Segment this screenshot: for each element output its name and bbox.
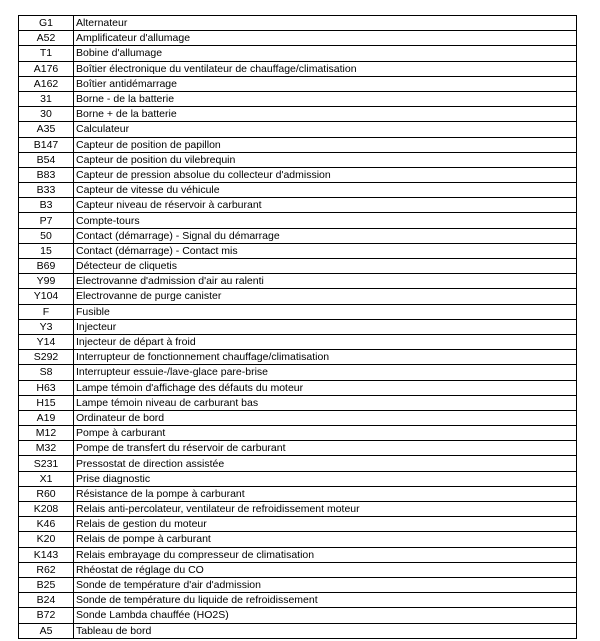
component-label: Bobine d'allumage xyxy=(74,46,577,61)
component-label: Borne + de la batterie xyxy=(74,107,577,122)
component-code: P7 xyxy=(19,213,74,228)
component-label: Relais embrayage du compresseur de climatisation xyxy=(74,547,577,562)
component-label: Alternateur xyxy=(74,16,577,31)
table-row xyxy=(19,395,577,410)
component-code: K20 xyxy=(19,532,74,547)
component-label: Borne - de la batterie xyxy=(74,91,577,106)
table-row xyxy=(19,198,577,213)
table-row xyxy=(19,46,577,61)
component-code: A35 xyxy=(19,122,74,137)
component-code: H63 xyxy=(19,380,74,395)
component-label: Prise diagnostic xyxy=(74,471,577,486)
component-code: K46 xyxy=(19,517,74,532)
component-code: T1 xyxy=(19,46,74,61)
component-code: 31 xyxy=(19,91,74,106)
table-row xyxy=(19,532,577,547)
table-row xyxy=(19,334,577,349)
component-label: Pompe de transfert du réservoir de carburant xyxy=(74,441,577,456)
table-row xyxy=(19,456,577,471)
table-row xyxy=(19,274,577,289)
table-row xyxy=(19,122,577,137)
table-row xyxy=(19,167,577,182)
table-row xyxy=(19,319,577,334)
component-label: Lampe témoin niveau de carburant bas xyxy=(74,395,577,410)
component-label: Lampe témoin d'affichage des défauts du moteur xyxy=(74,380,577,395)
component-code: H15 xyxy=(19,395,74,410)
table-row xyxy=(19,562,577,577)
component-label: Ordinateur de bord xyxy=(74,410,577,425)
table-row xyxy=(19,608,577,623)
component-label: Relais de pompe à carburant xyxy=(74,532,577,547)
component-label: Capteur niveau de réservoir à carburant xyxy=(74,198,577,213)
component-label: Interrupteur essuie-/lave-glace pare-brise xyxy=(74,365,577,380)
table-row xyxy=(19,471,577,486)
component-code: A19 xyxy=(19,410,74,425)
component-code: A162 xyxy=(19,76,74,91)
table-row xyxy=(19,502,577,517)
component-label: Fusible xyxy=(74,304,577,319)
component-code: R60 xyxy=(19,486,74,501)
component-label: Compte-tours xyxy=(74,213,577,228)
component-label: Pressostat de direction assistée xyxy=(74,456,577,471)
component-label: Capteur de vitesse du véhicule xyxy=(74,183,577,198)
table-row xyxy=(19,577,577,592)
table-row xyxy=(19,61,577,76)
table-row xyxy=(19,31,577,46)
component-code: A52 xyxy=(19,31,74,46)
component-label: Injecteur xyxy=(74,319,577,334)
table-row xyxy=(19,228,577,243)
table-row xyxy=(19,365,577,380)
component-label: Tableau de bord xyxy=(74,623,577,638)
table-row xyxy=(19,259,577,274)
component-code: B72 xyxy=(19,608,74,623)
table-row xyxy=(19,350,577,365)
component-label: Capteur de pression absolue du collecteur d'admission xyxy=(74,167,577,182)
component-legend-table xyxy=(18,15,577,639)
component-label: Résistance de la pompe à carburant xyxy=(74,486,577,501)
table-row xyxy=(19,183,577,198)
component-code: B24 xyxy=(19,593,74,608)
component-code: B25 xyxy=(19,577,74,592)
component-label: Pompe à carburant xyxy=(74,426,577,441)
table-row xyxy=(19,289,577,304)
component-code: R62 xyxy=(19,562,74,577)
component-label: Capteur de position du vilebrequin xyxy=(74,152,577,167)
component-label: Sonde de température d'air d'admission xyxy=(74,577,577,592)
table-row xyxy=(19,76,577,91)
component-code: B54 xyxy=(19,152,74,167)
table-row xyxy=(19,243,577,258)
table-row xyxy=(19,547,577,562)
component-label: Relais de gestion du moteur xyxy=(74,517,577,532)
component-code: B83 xyxy=(19,167,74,182)
component-label: Boîtier antidémarrage xyxy=(74,76,577,91)
component-label: Injecteur de départ à froid xyxy=(74,334,577,349)
component-code: Y104 xyxy=(19,289,74,304)
component-code: 50 xyxy=(19,228,74,243)
table-row xyxy=(19,410,577,425)
component-code: B69 xyxy=(19,259,74,274)
component-label: Rhéostat de réglage du CO xyxy=(74,562,577,577)
component-code: Y14 xyxy=(19,334,74,349)
component-label: Amplificateur d'allumage xyxy=(74,31,577,46)
legend-table-body xyxy=(19,16,577,639)
component-label: Electrovanne d'admission d'air au ralenti xyxy=(74,274,577,289)
component-code: 15 xyxy=(19,243,74,258)
component-label: Boîtier électronique du ventilateur de chauffage/climatisation xyxy=(74,61,577,76)
component-label: Relais anti-percolateur, ventilateur de refroidissement moteur xyxy=(74,502,577,517)
component-label: Interrupteur de fonctionnement chauffage/climatisation xyxy=(74,350,577,365)
component-code: M32 xyxy=(19,441,74,456)
component-code: B33 xyxy=(19,183,74,198)
table-row xyxy=(19,152,577,167)
component-label: Détecteur de cliquetis xyxy=(74,259,577,274)
table-row xyxy=(19,91,577,106)
table-row xyxy=(19,107,577,122)
component-label: Contact (démarrage) - Signal du démarrage xyxy=(74,228,577,243)
component-code: 30 xyxy=(19,107,74,122)
table-row xyxy=(19,380,577,395)
table-row xyxy=(19,16,577,31)
table-row xyxy=(19,137,577,152)
component-code: S231 xyxy=(19,456,74,471)
component-code: K143 xyxy=(19,547,74,562)
component-code: S8 xyxy=(19,365,74,380)
component-label: Capteur de position de papillon xyxy=(74,137,577,152)
table-row xyxy=(19,593,577,608)
component-code: A5 xyxy=(19,623,74,638)
table-row xyxy=(19,441,577,456)
component-code: A176 xyxy=(19,61,74,76)
component-code: B147 xyxy=(19,137,74,152)
table-row xyxy=(19,213,577,228)
component-code: S292 xyxy=(19,350,74,365)
table-row xyxy=(19,426,577,441)
component-label: Sonde Lambda chauffée (HO2S) xyxy=(74,608,577,623)
component-label: Sonde de température du liquide de refroidissement xyxy=(74,593,577,608)
component-label: Electrovanne de purge canister xyxy=(74,289,577,304)
component-code: Y99 xyxy=(19,274,74,289)
component-code: M12 xyxy=(19,426,74,441)
component-label: Calculateur xyxy=(74,122,577,137)
component-code: X1 xyxy=(19,471,74,486)
component-code: B3 xyxy=(19,198,74,213)
component-label: Contact (démarrage) - Contact mis xyxy=(74,243,577,258)
table-row xyxy=(19,517,577,532)
table-row xyxy=(19,304,577,319)
component-code: K208 xyxy=(19,502,74,517)
component-code: G1 xyxy=(19,16,74,31)
table-row xyxy=(19,486,577,501)
table-row xyxy=(19,623,577,638)
component-code: Y3 xyxy=(19,319,74,334)
component-code: F xyxy=(19,304,74,319)
